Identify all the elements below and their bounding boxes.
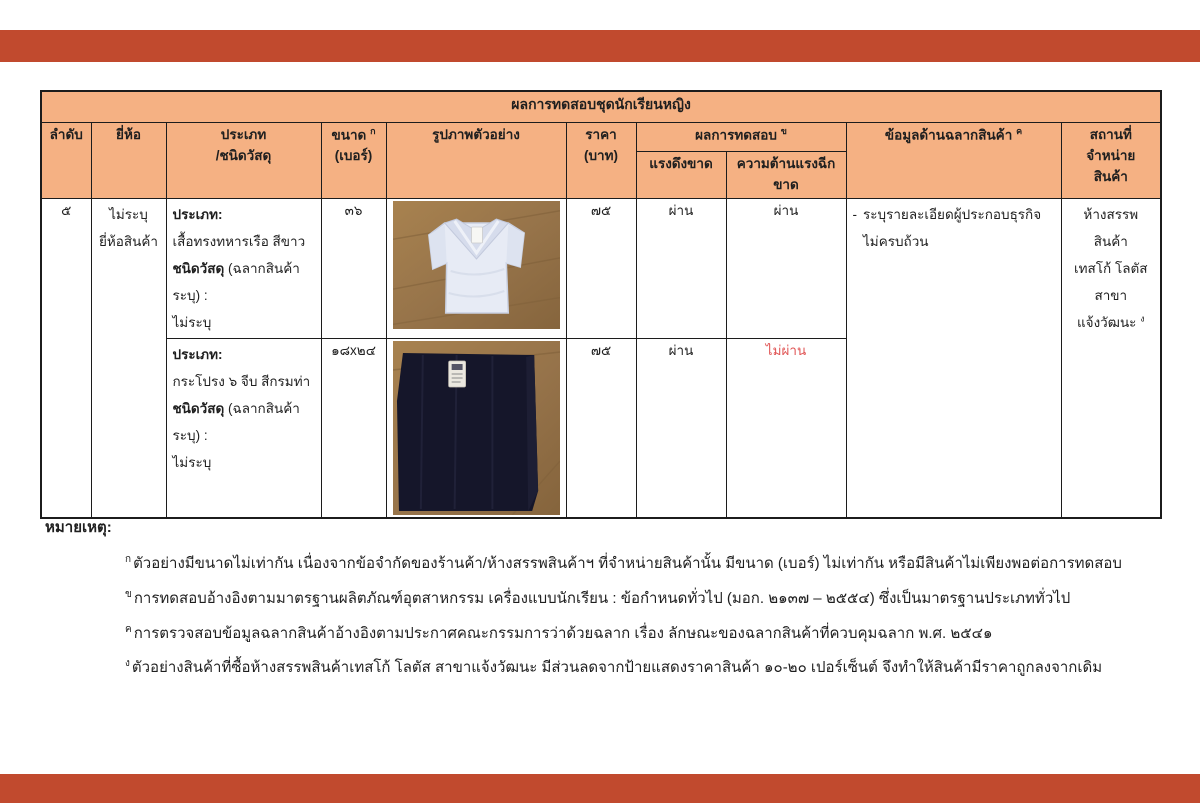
row-label-info: - ระบุรายละเอียดผู้ประกอบธุรกิจ ไม่ครบถ้วน xyxy=(846,198,1061,518)
row-index: ๕ xyxy=(41,198,91,518)
footnote-marker-b: ข xyxy=(780,126,787,136)
item-size-skirt: ๑๘x๒๔ xyxy=(321,338,386,518)
col-header-test-results: ผลการทดสอบ $^ข$ xyxy=(636,123,846,152)
item-tear-shirt: ผ่าน xyxy=(726,198,846,338)
col-header-size: ขนาด $^ก$ (เบอร์) xyxy=(321,123,386,199)
footnote-marker-a: ก xyxy=(370,126,376,136)
skirt-photo-graphic xyxy=(393,341,560,515)
item-type-skirt: ประเภท: กระโปรง ๖ จีบ สีกรมท่า ชนิดวัสดุ (ฉลากสินค้าระบุ) : ไม่ระบุ xyxy=(166,338,321,518)
col-header-price: ราคา (บาท) xyxy=(566,123,636,199)
item-price-shirt: ๗๕ xyxy=(566,198,636,338)
col-header-type: ประเภท /ชนิดวัสดุ xyxy=(166,123,321,199)
col-header-index: ลำดับ xyxy=(41,123,91,199)
note-d: $^ง$ ตัวอย่างสินค้าที่ซื้อห้างสรรพสินค้าเทสโก้ โลตัส สาขาแจ้งวัฒนะ มีส่วนลดจากป้ายแสดงราคาสินค้า ๑๐-๒๐ เปอร์เซ็นต์ จึงทำให้สินค้ามีราคาถูกลงจากเดิม xyxy=(125,658,1103,677)
item-tear-skirt: ไม่ผ่าน xyxy=(726,338,846,518)
col-header-tensile: แรงดึงขาด xyxy=(636,152,726,199)
col-header-place: สถานที่จำหน่าย สินค้า xyxy=(1061,123,1161,199)
item-tensile-shirt: ผ่าน xyxy=(636,198,726,338)
row-place-of-sale: ห้างสรรพสินค้า เทสโก้ โลตัส สาขา แจ้งวัฒนะ $^ง$ xyxy=(1061,198,1161,518)
col-header-brand: ยี่ห้อ xyxy=(91,123,166,199)
notes-heading: หมายเหตุ: xyxy=(45,519,112,536)
note-c: $^ค$ การตรวจสอบข้อมูลฉลากสินค้าอ้างอิงตามประกาศคณะกรรมการว่าด้วยฉลาก เรื่อง ลักษณะของฉลากสินค้าที่ควบคุมฉลาก พ.ศ. ๒๕๔๑ xyxy=(125,623,993,642)
top-accent-bar xyxy=(0,30,1200,62)
footnote-marker-d: ง xyxy=(1140,313,1145,324)
col-header-image: รูปภาพตัวอย่าง xyxy=(386,123,566,199)
note-a: $^ก$ ตัวอย่างมีขนาดไม่เท่ากัน เนื่องจากข้อจำกัดของร้านค้า/ห้างสรรพสินค้าฯ ที่จำหน่ายสินค้านั้น มีขนาด (เบอร์) ไม่เท่ากัน หรือมีสินค้าไม่เพียงพอต่อการทดสอบ xyxy=(125,554,1122,572)
note-b: $^ข$ การทดสอบอ้างอิงตามมาตรฐานผลิตภัณฑ์อุตสาหกรรม เครื่องแบบนักเรียน : ข้อกำหนดทั่วไป (มอก. ๒๑๓๗ – ๒๕๕๔) ซึ่งเป็นมาตรฐานประเภททั่วไป xyxy=(125,588,1071,607)
notes-section xyxy=(45,515,1155,692)
shirt-sample-photo xyxy=(386,198,566,338)
bottom-accent-bar xyxy=(0,774,1200,803)
item-price-skirt: ๗๕ xyxy=(566,338,636,518)
item-size-shirt: ๓๖ xyxy=(321,198,386,338)
item-tensile-skirt: ผ่าน xyxy=(636,338,726,518)
item-type-shirt: ประเภท: เสื้อทรงทหารเรือ สีขาว ชนิดวัสดุ (ฉลากสินค้าระบุ) : ไม่ระบุ xyxy=(166,198,321,338)
shirt-photo-graphic xyxy=(393,201,560,329)
table-row xyxy=(41,198,1161,338)
footnote-marker-c: ค xyxy=(1016,126,1023,136)
table-title: ผลการทดสอบชุดนักเรียนหญิง xyxy=(41,91,1161,123)
row-brand: ไม่ระบุ ยี่ห้อสินค้า xyxy=(91,198,166,518)
col-header-label-info: ข้อมูลด้านฉลากสินค้า $^ค$ xyxy=(846,123,1061,199)
test-results-table xyxy=(40,90,1162,519)
col-header-tear: ความต้านแรงฉีกขาด xyxy=(726,152,846,199)
skirt-sample-photo xyxy=(386,338,566,518)
